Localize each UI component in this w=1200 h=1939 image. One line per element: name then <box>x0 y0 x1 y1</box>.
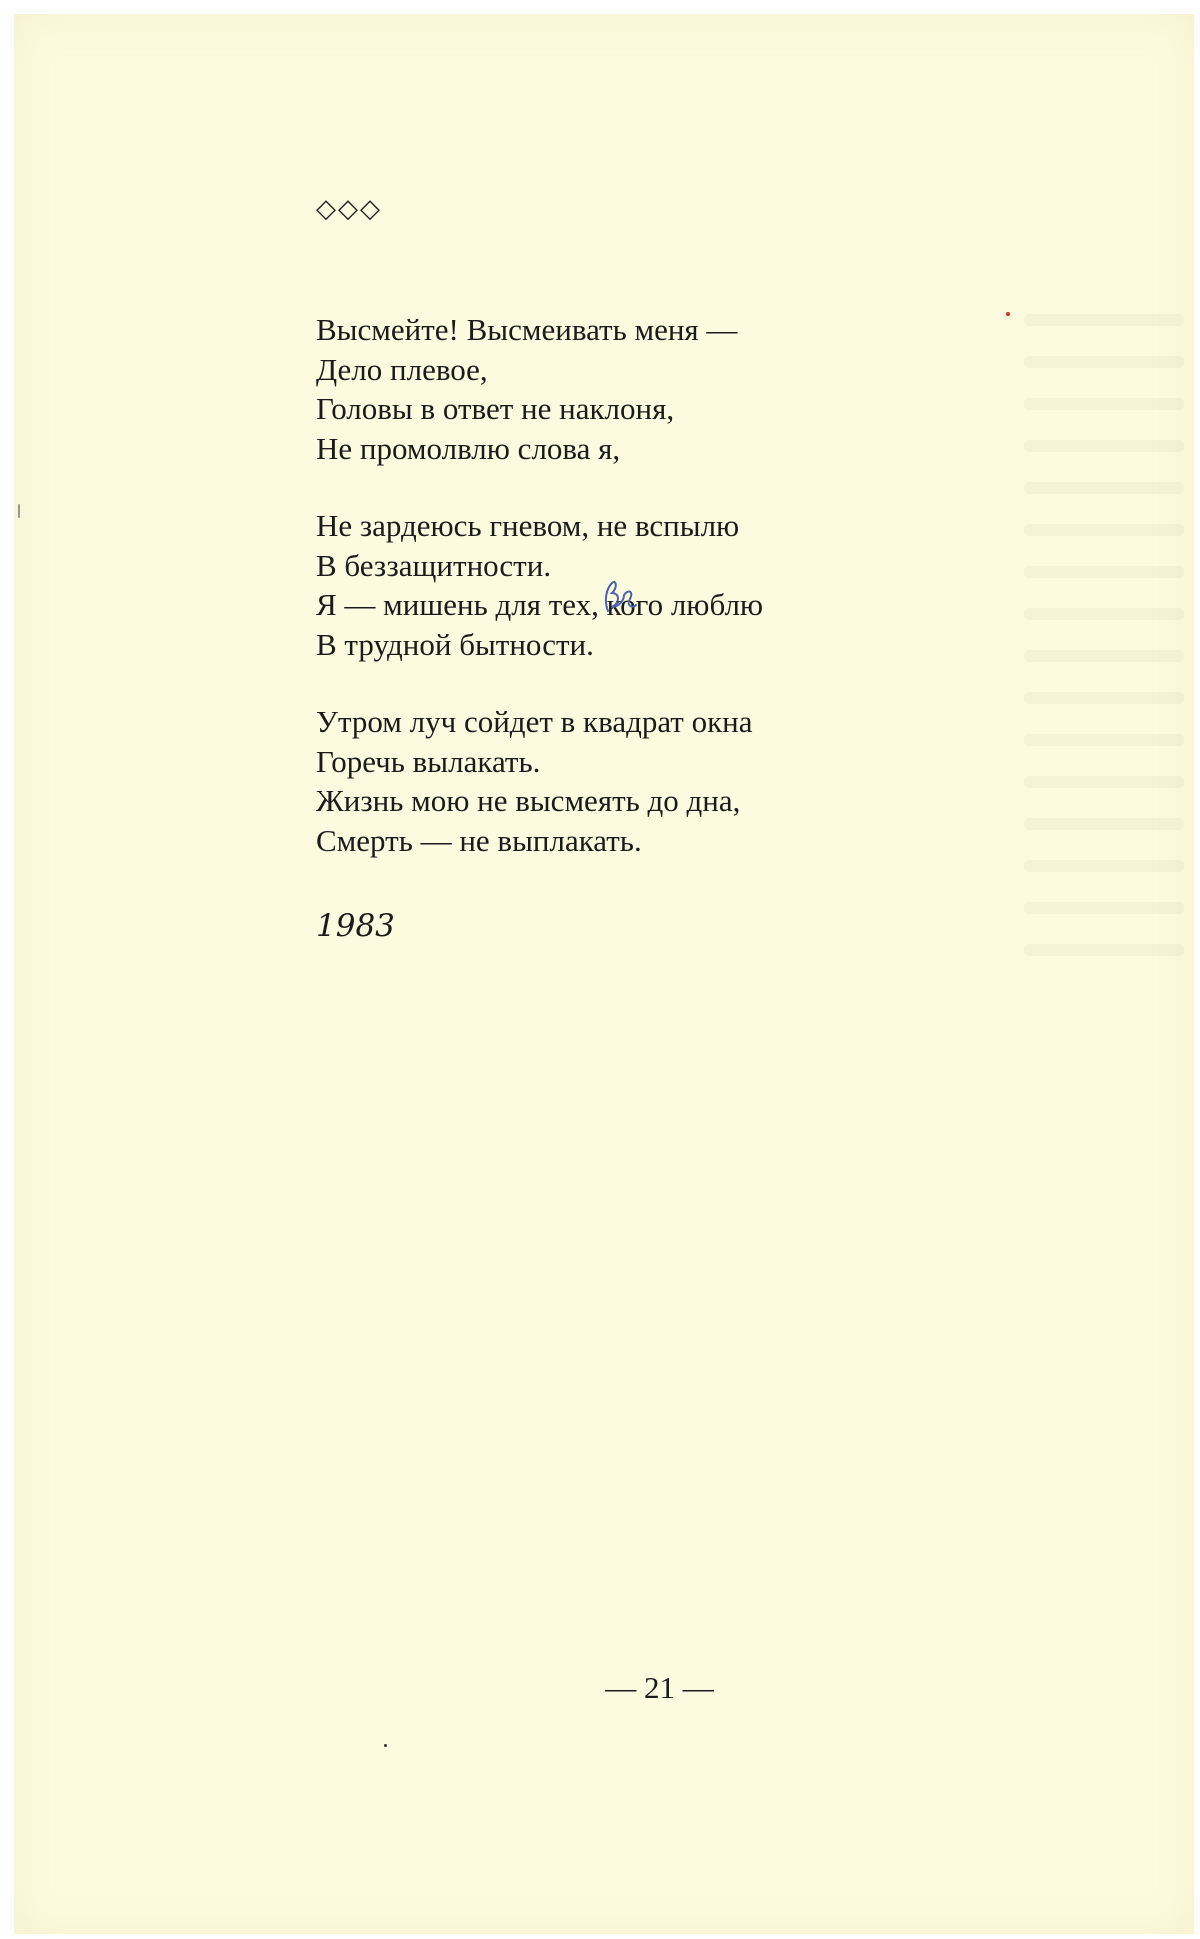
paper-speck <box>1006 312 1010 316</box>
poem-date: 1983 <box>316 908 395 944</box>
poem-line: Не зардеюсь гневом, не вспылю <box>316 508 740 543</box>
handwritten-correction <box>598 571 638 631</box>
poem-line: Головы в ответ не наклоня, <box>316 391 675 426</box>
poem <box>316 310 763 898</box>
poem-line: Не промолвлю слова я, <box>316 430 621 466</box>
paper-speck <box>18 504 20 518</box>
poem-line: Смерть — не выплакать. <box>316 822 642 858</box>
book-page <box>14 14 1194 1934</box>
poem-line: В беззащитности. <box>316 547 552 583</box>
ornament-diamonds: ◇◇◇ <box>316 194 382 224</box>
poem-line: В трудной бытности. <box>316 626 594 662</box>
page-number: — 21 — <box>605 1670 714 1705</box>
poem-line: Я — мишень для тех, кого люблю <box>316 587 764 622</box>
poem-line: Горечь вылакать. <box>316 743 541 779</box>
stanza-2 <box>316 506 763 664</box>
stanza-3 <box>316 702 763 860</box>
paper-speck <box>384 1744 387 1747</box>
stanza-1 <box>316 310 763 468</box>
show-through-text <box>1024 314 1184 1314</box>
poem-line: Жизнь мою не высмеять до дна, <box>316 783 741 818</box>
poem-line: Дело плевое, <box>316 351 488 387</box>
poem-line: Утром луч сойдет в квадрат окна <box>316 704 753 739</box>
poem-line: Высмейте! Высмеивать меня — <box>316 312 738 347</box>
